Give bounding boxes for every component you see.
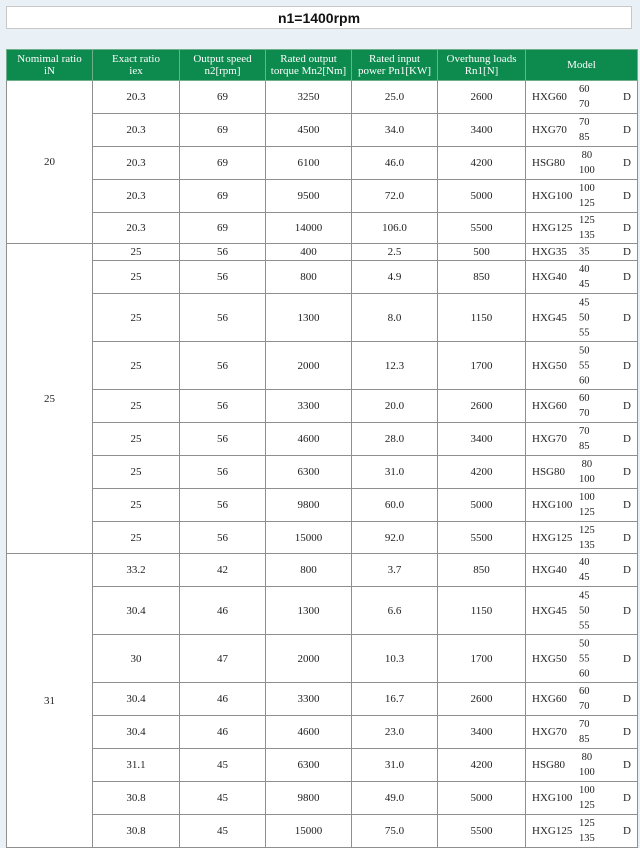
torque-cell: 6300: [266, 749, 352, 782]
model-cell: [526, 180, 638, 213]
model-size: 60: [579, 375, 590, 386]
overhung-cell: 500: [438, 244, 526, 261]
page-title: n1=1400rpm: [6, 6, 632, 29]
power-cell: 49.0: [352, 782, 438, 815]
model-size: 70: [579, 701, 590, 712]
speed-cell: 56: [180, 342, 266, 390]
power-cell: 31.0: [352, 749, 438, 782]
model-size: 40: [579, 557, 590, 568]
model-cell: [526, 635, 638, 683]
model-name: HSG80: [532, 466, 566, 478]
model-name: HXG100: [532, 499, 573, 511]
model-name: HXG35: [532, 246, 567, 258]
torque-cell: 1300: [266, 294, 352, 342]
overhung-cell: 3400: [438, 423, 526, 456]
exact-cell: 30.4: [93, 683, 180, 716]
exact-cell: 25: [93, 423, 180, 456]
power-cell: 92.0: [352, 522, 438, 554]
header-exact-ratio: Exact ratio iex: [93, 50, 180, 81]
table-row: [7, 782, 638, 815]
table-row: [7, 294, 638, 342]
speed-cell: 69: [180, 114, 266, 147]
model-size: 85: [579, 132, 590, 143]
table-row: [7, 180, 638, 213]
model-cell: [526, 749, 638, 782]
model-sizes: [579, 213, 595, 243]
exact-cell: 20.3: [93, 213, 180, 244]
model-suffix: D: [623, 604, 631, 617]
model-cell: [526, 456, 638, 489]
model-suffix: D: [623, 91, 631, 103]
model-name: HXG60: [532, 400, 567, 412]
model-size: 100: [579, 474, 595, 485]
power-cell: 106.0: [352, 213, 438, 244]
torque-cell: 15000: [266, 522, 352, 554]
model-suffix: D: [623, 792, 631, 804]
overhung-cell: 2600: [438, 390, 526, 423]
overhung-cell: 5000: [438, 489, 526, 522]
model-suffix: D: [623, 825, 631, 837]
model-cell: [526, 554, 638, 587]
model-size: 55: [579, 327, 590, 338]
model-name: HXG125: [532, 531, 573, 544]
overhung-cell: 4200: [438, 147, 526, 180]
torque-cell: 4600: [266, 423, 352, 456]
power-cell: 28.0: [352, 423, 438, 456]
overhung-cell: 3400: [438, 114, 526, 147]
model-sizes: [579, 783, 595, 813]
power-cell: 31.0: [352, 456, 438, 489]
speed-cell: 46: [180, 683, 266, 716]
exact-cell: 25: [93, 261, 180, 294]
speed-cell: 45: [180, 782, 266, 815]
table-row: [7, 390, 638, 423]
overhung-cell: 1150: [438, 294, 526, 342]
speed-cell: 56: [180, 522, 266, 554]
torque-cell: 3250: [266, 81, 352, 114]
exact-cell: 20.3: [93, 180, 180, 213]
table-row: [7, 456, 638, 489]
header-nominal-ratio: Nomimal ratio iN: [7, 50, 93, 81]
model-cell: [526, 423, 638, 456]
speed-cell: 56: [180, 294, 266, 342]
model-cell: [526, 261, 638, 294]
model-size: 55: [579, 620, 590, 631]
model-size: 100: [579, 767, 595, 778]
torque-cell: 2000: [266, 635, 352, 683]
power-cell: 12.3: [352, 342, 438, 390]
model-size: 100: [579, 165, 595, 176]
model-suffix: D: [623, 400, 631, 412]
model-size: 60: [579, 686, 590, 697]
model-size: 45: [579, 279, 590, 290]
model-suffix: D: [623, 157, 631, 169]
model-cell: [526, 81, 638, 114]
model-name: HXG125: [532, 222, 573, 234]
model-size: 125: [579, 800, 595, 811]
speed-cell: 47: [180, 635, 266, 683]
model-cell: [526, 147, 638, 180]
torque-cell: 4600: [266, 716, 352, 749]
model-size: 80: [581, 150, 593, 161]
table-row: [7, 342, 638, 390]
speed-cell: 69: [180, 81, 266, 114]
speed-cell: 45: [180, 749, 266, 782]
exact-cell: 25: [93, 390, 180, 423]
torque-cell: 14000: [266, 213, 352, 244]
power-cell: 60.0: [352, 489, 438, 522]
model-sizes: [579, 262, 590, 292]
model-size: 125: [579, 198, 595, 209]
model-suffix: D: [623, 466, 631, 478]
table-row: [7, 587, 638, 635]
exact-cell: 30.8: [93, 815, 180, 848]
exact-cell: 31.1: [93, 749, 180, 782]
torque-cell: 2000: [266, 342, 352, 390]
power-cell: 8.0: [352, 294, 438, 342]
model-size: 85: [579, 734, 590, 745]
model-cell: [526, 716, 638, 749]
table-row: [7, 716, 638, 749]
torque-cell: 15000: [266, 815, 352, 848]
exact-cell: 20.3: [93, 81, 180, 114]
overhung-cell: 850: [438, 261, 526, 294]
model-size: 45: [579, 572, 590, 583]
exact-cell: 30.4: [93, 716, 180, 749]
torque-cell: 9800: [266, 489, 352, 522]
overhung-cell: 850: [438, 554, 526, 587]
model-suffix: D: [623, 652, 631, 665]
model-size: 50: [579, 638, 590, 649]
model-size: 70: [579, 408, 590, 419]
torque-cell: 800: [266, 554, 352, 587]
speed-cell: 56: [180, 261, 266, 294]
exact-cell: 30.8: [93, 782, 180, 815]
model-size: 125: [579, 524, 595, 536]
torque-cell: 3300: [266, 390, 352, 423]
model-size: 60: [579, 393, 590, 404]
model-size: 100: [579, 183, 595, 194]
model-suffix: D: [623, 190, 631, 202]
table-row: [7, 261, 638, 294]
model-suffix: D: [623, 311, 631, 324]
model-size: 135: [579, 539, 595, 551]
model-size: 80: [581, 459, 593, 470]
model-name: HXG50: [532, 652, 567, 665]
model-suffix: D: [623, 693, 631, 705]
overhung-cell: 2600: [438, 683, 526, 716]
exact-cell: 20.3: [93, 147, 180, 180]
model-suffix: D: [623, 271, 631, 283]
model-sizes: [579, 717, 590, 747]
model-sizes: [579, 457, 595, 487]
speed-cell: 56: [180, 423, 266, 456]
exact-cell: 25: [93, 294, 180, 342]
model-cell: [526, 587, 638, 635]
model-size: 60: [579, 84, 590, 95]
model-sizes: [579, 523, 595, 553]
model-size: 35: [579, 246, 590, 258]
model-size: 70: [579, 719, 590, 730]
power-cell: 3.7: [352, 554, 438, 587]
exact-cell: 25: [93, 342, 180, 390]
power-cell: 20.0: [352, 390, 438, 423]
model-cell: [526, 294, 638, 342]
torque-cell: 400: [266, 244, 352, 261]
header-rated-torque: Rated output torque Mn2[Nm]: [266, 50, 352, 81]
speed-cell: 69: [180, 180, 266, 213]
overhung-cell: 4200: [438, 456, 526, 489]
speed-cell: 56: [180, 456, 266, 489]
torque-cell: 6100: [266, 147, 352, 180]
exact-cell: 20.3: [93, 114, 180, 147]
model-cell: [526, 815, 638, 848]
model-suffix: D: [623, 564, 631, 576]
speed-cell: 56: [180, 390, 266, 423]
model-name: HXG50: [532, 359, 567, 372]
model-suffix: D: [623, 359, 631, 372]
exact-cell: 25: [93, 522, 180, 554]
overhung-cell: 1150: [438, 587, 526, 635]
model-sizes: [579, 82, 590, 112]
model-size: 70: [579, 99, 590, 110]
model-name: HXG40: [532, 564, 567, 576]
model-name: HXG100: [532, 190, 573, 202]
model-cell: [526, 782, 638, 815]
model-size: 50: [579, 312, 590, 323]
table-row: [7, 815, 638, 848]
model-size: 45: [579, 590, 590, 601]
model-size: 85: [579, 441, 590, 452]
power-cell: 23.0: [352, 716, 438, 749]
model-suffix: D: [623, 499, 631, 511]
model-sizes: [579, 424, 590, 454]
model-size: 135: [579, 230, 595, 241]
speed-cell: 45: [180, 815, 266, 848]
model-size: 125: [579, 215, 595, 226]
model-name: HXG70: [532, 124, 567, 136]
model-suffix: D: [623, 726, 631, 738]
model-cell: [526, 522, 638, 554]
model-sizes: [579, 816, 595, 846]
table-row: [7, 635, 638, 683]
model-sizes: [579, 490, 595, 520]
overhung-cell: 4200: [438, 749, 526, 782]
model-sizes: [579, 684, 590, 714]
model-sizes: [579, 247, 590, 258]
model-name: HXG100: [532, 792, 573, 804]
model-name: HSG80: [532, 157, 566, 169]
table-row: [7, 749, 638, 782]
exact-cell: 25: [93, 489, 180, 522]
model-cell: [526, 683, 638, 716]
model-sizes: [579, 181, 595, 211]
model-size: 125: [579, 507, 595, 518]
model-suffix: D: [623, 759, 631, 771]
model-size: 60: [579, 668, 590, 679]
table-row: [7, 554, 638, 587]
header-model: Model: [526, 50, 638, 81]
model-sizes: [579, 636, 590, 681]
model-size: 50: [579, 605, 590, 616]
speed-cell: 46: [180, 587, 266, 635]
torque-cell: 1300: [266, 587, 352, 635]
overhung-cell: 1700: [438, 342, 526, 390]
model-name: HXG60: [532, 91, 567, 103]
torque-cell: 3300: [266, 683, 352, 716]
model-size: 55: [579, 653, 590, 664]
overhung-cell: 2600: [438, 81, 526, 114]
nominal-ratio-cell: 25: [7, 244, 93, 554]
power-cell: 2.5: [352, 244, 438, 261]
power-cell: 46.0: [352, 147, 438, 180]
model-name: HXG60: [532, 693, 567, 705]
overhung-cell: 5500: [438, 815, 526, 848]
model-size: 135: [579, 833, 595, 844]
model-suffix: D: [623, 433, 631, 445]
table-row: [7, 147, 638, 180]
model-sizes: [579, 588, 590, 633]
power-cell: 10.3: [352, 635, 438, 683]
overhung-cell: 5500: [438, 522, 526, 554]
model-size: 125: [579, 818, 595, 829]
header-row: [7, 50, 638, 81]
model-size: 70: [579, 117, 590, 128]
model-sizes: [579, 343, 590, 388]
torque-cell: 9500: [266, 180, 352, 213]
exact-cell: 30: [93, 635, 180, 683]
model-size: 50: [579, 345, 590, 356]
overhung-cell: 5000: [438, 782, 526, 815]
power-cell: 16.7: [352, 683, 438, 716]
exact-cell: 25: [93, 456, 180, 489]
model-name: HXG70: [532, 726, 567, 738]
power-cell: 75.0: [352, 815, 438, 848]
table-row: [7, 81, 638, 114]
torque-cell: 6300: [266, 456, 352, 489]
model-size: 55: [579, 360, 590, 371]
table-row: [7, 114, 638, 147]
overhung-cell: 5000: [438, 180, 526, 213]
model-sizes: [579, 115, 590, 145]
header-rated-power: Rated input power Pn1[KW]: [352, 50, 438, 81]
model-suffix: D: [623, 124, 631, 136]
model-name: HXG45: [532, 311, 567, 324]
header-output-speed: Output speed n2[rpm]: [180, 50, 266, 81]
model-name: HSG80: [532, 759, 566, 771]
speed-cell: 42: [180, 554, 266, 587]
model-size: 100: [579, 492, 595, 503]
model-sizes: [579, 148, 595, 178]
model-size: 70: [579, 426, 590, 437]
model-name: HXG40: [532, 271, 567, 283]
torque-cell: 800: [266, 261, 352, 294]
model-suffix: D: [623, 531, 631, 544]
model-cell: [526, 489, 638, 522]
speed-cell: 56: [180, 489, 266, 522]
table-row: [7, 213, 638, 244]
gear-reducer-table: [6, 49, 638, 848]
model-cell: [526, 342, 638, 390]
overhung-cell: 3400: [438, 716, 526, 749]
model-size: 100: [579, 785, 595, 796]
model-size: 40: [579, 264, 590, 275]
model-size: 45: [579, 297, 590, 308]
model-size: 80: [581, 752, 593, 763]
speed-cell: 46: [180, 716, 266, 749]
model-name: HXG45: [532, 604, 567, 617]
model-cell: [526, 114, 638, 147]
model-cell: [526, 244, 638, 261]
header-overhung-loads: Overhung loads Rn1[N]: [438, 50, 526, 81]
power-cell: 6.6: [352, 587, 438, 635]
power-cell: 34.0: [352, 114, 438, 147]
model-name: HXG125: [532, 825, 573, 837]
power-cell: 25.0: [352, 81, 438, 114]
overhung-cell: 1700: [438, 635, 526, 683]
speed-cell: 69: [180, 213, 266, 244]
model-suffix: D: [623, 246, 631, 258]
exact-cell: 30.4: [93, 587, 180, 635]
table-row: [7, 423, 638, 456]
torque-cell: 4500: [266, 114, 352, 147]
table-row: [7, 244, 638, 261]
overhung-cell: 5500: [438, 213, 526, 244]
exact-cell: 25: [93, 244, 180, 261]
speed-cell: 69: [180, 147, 266, 180]
table-row: [7, 522, 638, 554]
nominal-ratio-cell: 20: [7, 81, 93, 244]
table-row: [7, 683, 638, 716]
model-sizes: [579, 750, 595, 780]
model-sizes: [579, 555, 590, 585]
model-cell: [526, 390, 638, 423]
torque-cell: 9800: [266, 782, 352, 815]
speed-cell: 56: [180, 244, 266, 261]
exact-cell: 33.2: [93, 554, 180, 587]
table-row: [7, 489, 638, 522]
model-name: HXG70: [532, 433, 567, 445]
model-sizes: [579, 295, 590, 340]
power-cell: 4.9: [352, 261, 438, 294]
model-cell: [526, 213, 638, 244]
model-sizes: [579, 391, 590, 421]
model-suffix: D: [623, 222, 631, 234]
nominal-ratio-cell: 31: [7, 554, 93, 848]
power-cell: 72.0: [352, 180, 438, 213]
